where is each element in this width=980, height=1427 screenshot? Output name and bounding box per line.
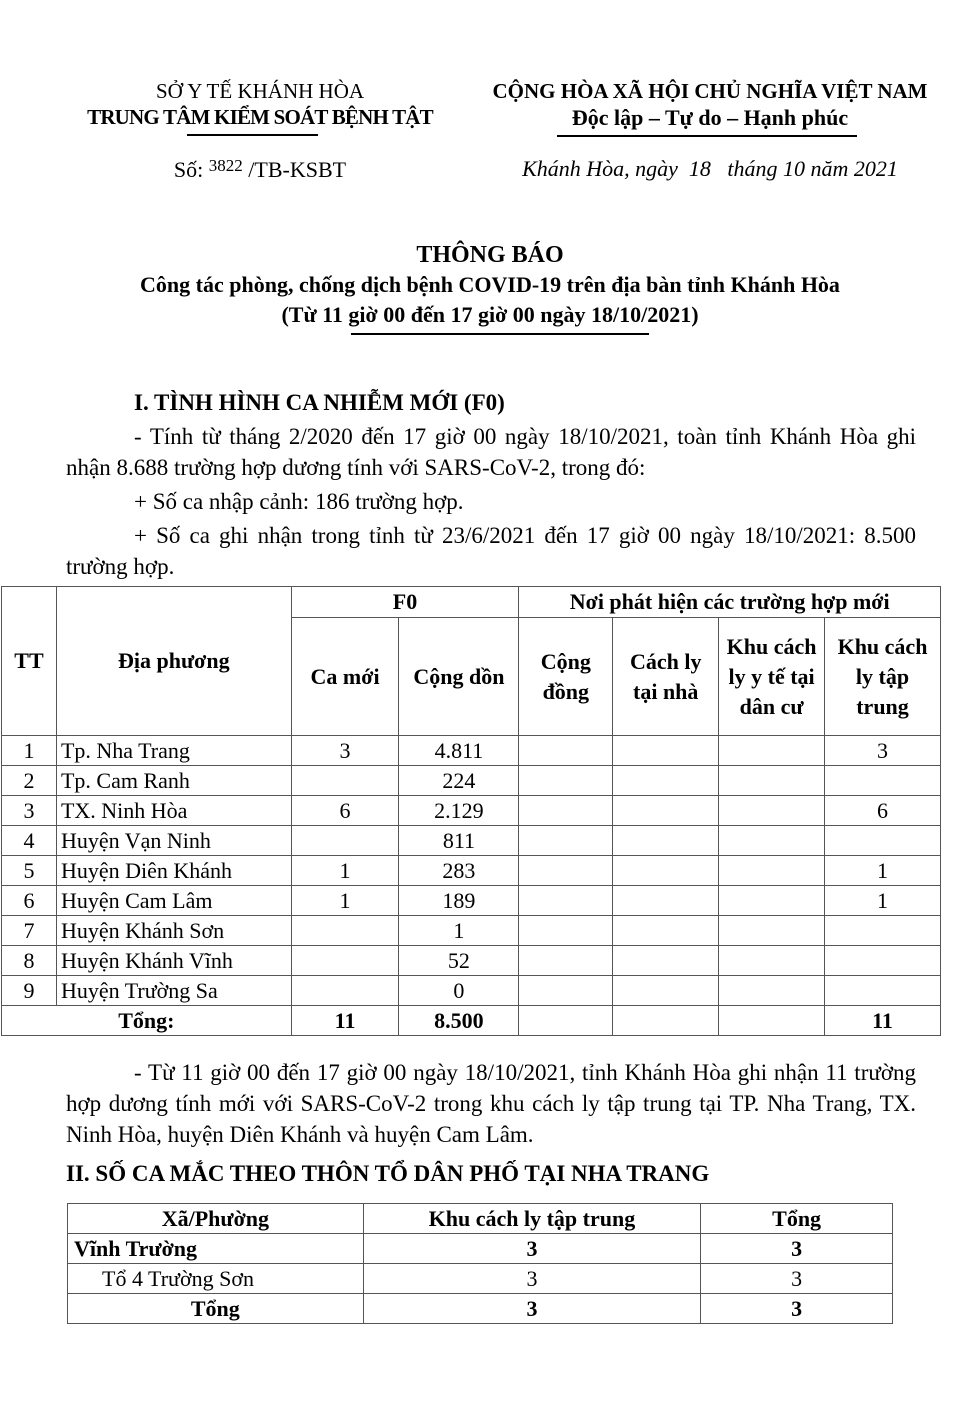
cell-cent <box>825 826 941 856</box>
motto-underline <box>557 135 857 137</box>
cell-ward: Tổng <box>68 1294 364 1324</box>
paragraph-new-cases-summary: - Từ 11 giờ 00 đến 17 giờ 00 ngày 18/10/2021, tỉnh Khánh Hòa ghi nhận 11 trường hợp dương tính mới với SARS-CoV-2 trong khu cách ly tập trung tại TP. Nha Trang, TX. Ninh Hòa, huyện Diên Khánh và huyện Cam Lâm. <box>66 1060 916 1147</box>
table-row <box>2 826 941 856</box>
header-tt: TT <box>2 587 57 736</box>
cell-res <box>719 886 825 916</box>
cell-comm <box>519 736 613 766</box>
paragraph-imported-cases: + Số ca nhập cảnh: 186 trường hợp. <box>134 489 464 514</box>
header-locality: Địa phương <box>56 587 291 736</box>
cell-cent: 1 <box>825 886 941 916</box>
cell-cum: 189 <box>399 886 519 916</box>
doc-number-value: 3822 <box>208 156 243 175</box>
cell-total: 3 <box>701 1234 893 1264</box>
cell-res <box>719 976 825 1006</box>
header-f0: F0 <box>291 587 519 618</box>
cell-tt: 3 <box>2 796 57 826</box>
cell-comm <box>519 766 613 796</box>
header-residential-medical: Khu cách ly y tế tại dân cư <box>719 618 825 736</box>
cell-tt: 2 <box>2 766 57 796</box>
cell-res <box>719 916 825 946</box>
cell-ward: Tổ 4 Trường Sơn <box>68 1264 364 1294</box>
cell-comm <box>519 826 613 856</box>
cell-name: Tp. Nha Trang <box>56 736 291 766</box>
cell-comm <box>519 976 613 1006</box>
cell-total: 3 <box>701 1264 893 1294</box>
cell-new <box>291 826 399 856</box>
table-row <box>2 856 941 886</box>
cell-name: Huyện Khánh Vĩnh <box>56 946 291 976</box>
document-number: Số: $^{3822}$ /TB-KSBT <box>173 156 347 182</box>
cell-res <box>719 946 825 976</box>
cell-comm <box>519 946 613 976</box>
header-centralized-ward: Khu cách ly tập trung <box>363 1204 701 1234</box>
cell-ward: Vĩnh Trường <box>68 1234 364 1264</box>
cell-new <box>291 976 399 1006</box>
cell-new <box>291 916 399 946</box>
table-row <box>2 886 941 916</box>
cell-new <box>291 766 399 796</box>
cell-comm <box>519 796 613 826</box>
cell-res <box>719 796 825 826</box>
table-row <box>2 946 941 976</box>
title-underline <box>351 333 649 335</box>
place-and-date: Khánh Hòa, ngày 18 tháng 10 năm 2021 <box>522 156 898 181</box>
document-title <box>40 240 940 330</box>
cell-name: Tp. Cam Ranh <box>56 766 291 796</box>
cell-home <box>613 826 719 856</box>
cell-cent <box>825 946 941 976</box>
cell-name: Huyện Vạn Ninh <box>56 826 291 856</box>
cell-name: Huyện Cam Lâm <box>56 886 291 916</box>
total-row: Tổng: 11 8.500 11 <box>2 1006 941 1036</box>
section-2-heading: II. SỐ CA MẮC THEO THÔN TỔ DÂN PHỐ TẠI NHA TRANG <box>66 1161 710 1186</box>
cell-home <box>613 736 719 766</box>
cell-home <box>613 946 719 976</box>
paragraph-total-cases: - Tính từ tháng 2/2020 đến 17 giờ 00 ngày 18/10/2021, toàn tỉnh Khánh Hòa ghi nhận 8.688 trường hợp dương tính với SARS-CoV-2, trong đó: <box>66 424 916 480</box>
cell-tt: 6 <box>2 886 57 916</box>
cell-new: 3 <box>291 736 399 766</box>
national-motto: Độc lập – Tự do – Hạnh phúc <box>571 105 849 130</box>
cell-cent: 3 <box>825 736 941 766</box>
country-name: CỘNG HÒA XÃ HỘI CHỦ NGHĨA VIỆT NAM <box>492 79 928 103</box>
cell-new: 1 <box>291 886 399 916</box>
table-row <box>68 1294 893 1324</box>
cell-cum: 2.129 <box>399 796 519 826</box>
cell-cum: 4.811 <box>399 736 519 766</box>
paragraph-local-cases: + Số ca ghi nhận trong tỉnh từ 23/6/2021 đến 17 giờ 00 ngày 18/10/2021: 8.500 trường hợp. <box>66 523 916 579</box>
cell-home <box>613 886 719 916</box>
table-row <box>68 1234 893 1264</box>
cell-tt: 4 <box>2 826 57 856</box>
reporting-period: (Từ 11 giờ 00 đến 17 giờ 00 ngày 18/10/2021) <box>281 302 699 327</box>
cell-res <box>719 766 825 796</box>
issuing-agency <box>60 78 460 130</box>
cell-centralized: 3 <box>363 1294 701 1324</box>
cases-by-locality-table <box>1 586 941 1036</box>
cell-new: 1 <box>291 856 399 886</box>
header-cumulative: Cộng dồn <box>399 618 519 736</box>
cell-home <box>613 796 719 826</box>
parent-agency: SỞ Y TẾ KHÁNH HÒA <box>155 79 365 103</box>
cell-cent <box>825 976 941 1006</box>
cell-cum: 0 <box>399 976 519 1006</box>
cell-comm <box>519 856 613 886</box>
cell-new: 6 <box>291 796 399 826</box>
document-type: THÔNG BÁO <box>416 242 564 268</box>
cell-total: 3 <box>701 1294 893 1324</box>
cell-comm <box>519 886 613 916</box>
table-row <box>2 796 941 826</box>
cell-cent: 6 <box>825 796 941 826</box>
cell-tt: 7 <box>2 916 57 946</box>
header-ward: Xã/Phường <box>68 1204 364 1234</box>
cell-name: Huyện Trường Sa <box>56 976 291 1006</box>
national-heading <box>470 78 950 132</box>
cell-cent <box>825 916 941 946</box>
header-ward-total: Tổng <box>701 1204 893 1234</box>
cell-cum: 52 <box>399 946 519 976</box>
cell-name: Huyện Khánh Sơn <box>56 916 291 946</box>
header-home-isolation: Cách ly tại nhà <box>613 618 719 736</box>
cell-cum: 1 <box>399 916 519 946</box>
cell-tt: 9 <box>2 976 57 1006</box>
cell-new <box>291 946 399 976</box>
cases-by-ward-table <box>67 1203 893 1324</box>
agency-name: TRUNG TÂM KIỂM SOÁT BỆNH TẬT <box>87 105 433 129</box>
cell-res <box>719 856 825 886</box>
cell-home <box>613 766 719 796</box>
cell-res <box>719 736 825 766</box>
cell-cum: 811 <box>399 826 519 856</box>
header-community: Cộng đồng <box>519 618 613 736</box>
cell-tt: 1 <box>2 736 57 766</box>
cell-tt: 5 <box>2 856 57 886</box>
cell-res <box>719 826 825 856</box>
cell-tt: 8 <box>2 946 57 976</box>
section-1-heading: I. TÌNH HÌNH CA NHIỄM MỚI (F0) <box>134 390 505 415</box>
cell-cent <box>825 766 941 796</box>
header-found-at: Nơi phát hiện các trường hợp mới <box>519 587 941 618</box>
header-new-cases: Ca mới <box>291 618 399 736</box>
cell-cum: 283 <box>399 856 519 886</box>
cell-home <box>613 916 719 946</box>
header-centralized: Khu cách ly tập trung <box>825 618 941 736</box>
cell-home <box>613 856 719 886</box>
table-row <box>2 736 941 766</box>
document-subject: Công tác phòng, chống dịch bệnh COVID-19 trên địa bàn tỉnh Khánh Hòa <box>140 272 840 297</box>
cell-centralized: 3 <box>363 1264 701 1294</box>
cell-centralized: 3 <box>363 1234 701 1264</box>
cell-name: TX. Ninh Hòa <box>56 796 291 826</box>
table-row <box>2 766 941 796</box>
cell-comm <box>519 916 613 946</box>
agency-underline <box>187 134 318 136</box>
cell-cum: 224 <box>399 766 519 796</box>
table-row <box>2 916 941 946</box>
cell-cent: 1 <box>825 856 941 886</box>
table-row <box>2 976 941 1006</box>
table-row <box>68 1264 893 1294</box>
cell-home <box>613 976 719 1006</box>
cell-name: Huyện Diên Khánh <box>56 856 291 886</box>
